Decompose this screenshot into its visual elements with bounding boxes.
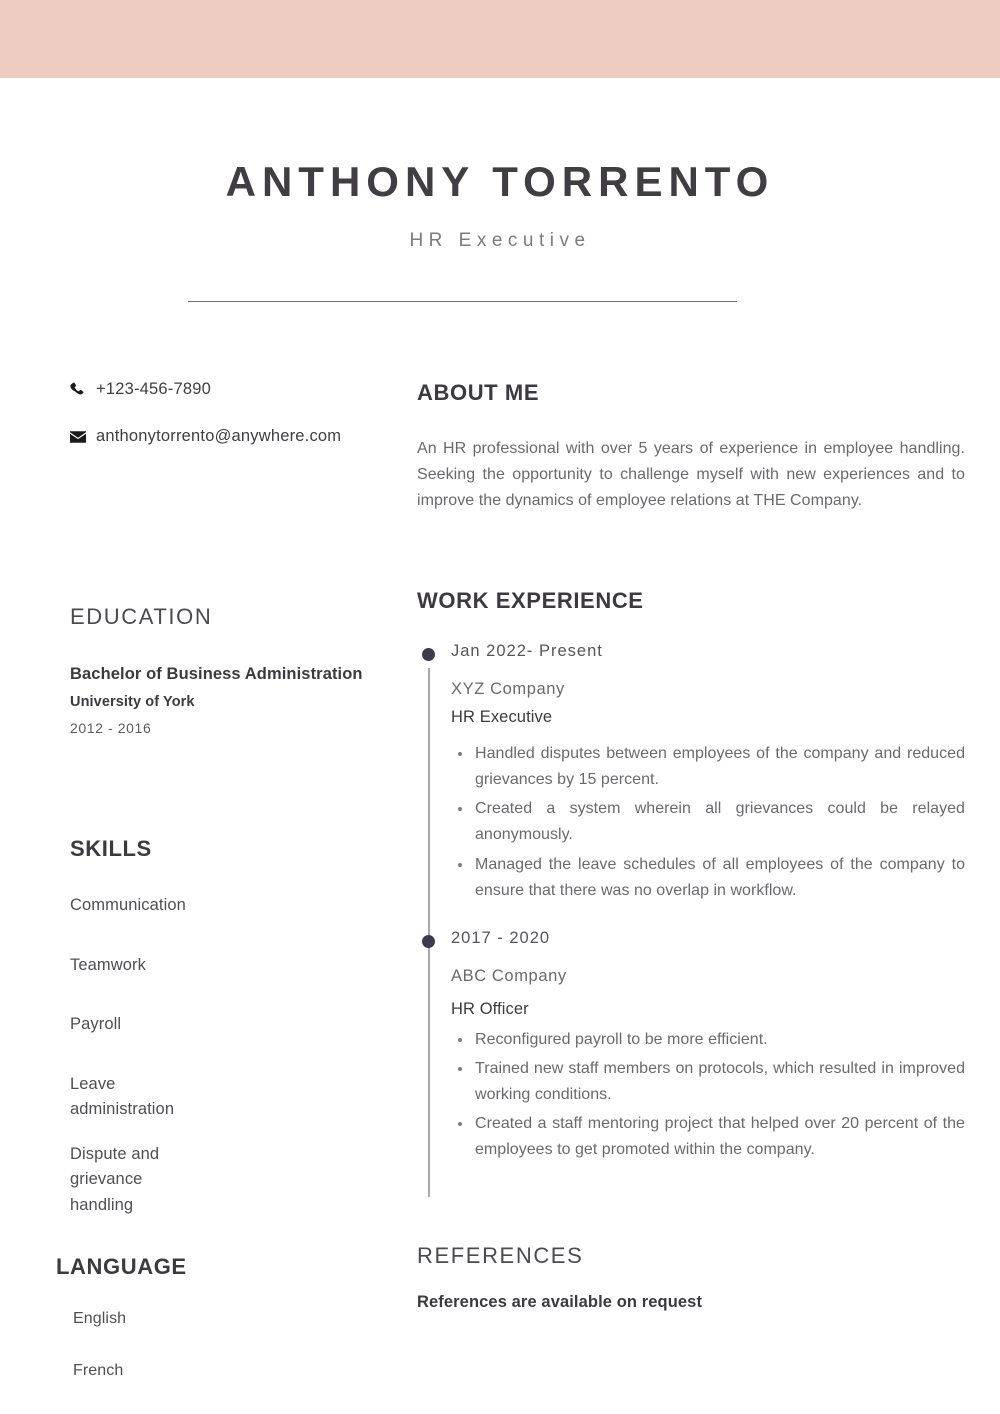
job-bullet: Handled disputes between employees of the company and reduced grievances by 15 percent. (451, 741, 965, 793)
contact-section (70, 380, 380, 446)
skill-item: Payroll (70, 1015, 122, 1034)
job-date: Jan 2022- Present (451, 642, 603, 661)
timeline-dot-icon (422, 648, 435, 661)
skill-item: Dispute and grievance handling (70, 1144, 160, 1214)
references-heading: REFERENCES (417, 1243, 584, 1269)
education-section (70, 604, 380, 736)
job-bullet: Created a system wherein all grievances could be relayed anonymously. (451, 796, 965, 848)
about-heading: ABOUT ME (417, 380, 540, 405)
phone-number: +123-456-7890 (96, 380, 211, 398)
job-bullet: Trained new staff members on protocols, which resulted in improved working conditions. (451, 1056, 965, 1108)
about-text: An HR professional with over 5 years of experience in employee handling. Seeking the opportunity to challenge myself with new experiences and to improve the dynamics of employee relations at THE Company. (417, 440, 965, 510)
page-title: ANTHONY TORRENTO (225, 158, 775, 205)
contact-phone-row (70, 380, 380, 399)
header-color-band (0, 0, 1000, 78)
envelope-icon (70, 431, 96, 443)
language-item: English (73, 1309, 127, 1327)
language-item: French (73, 1361, 124, 1379)
timeline-dot-icon (422, 935, 435, 948)
right-column (417, 380, 965, 1312)
contact-email-row (70, 427, 380, 446)
language-heading: LANGUAGE (56, 1253, 187, 1279)
job-bullet: Managed the leave schedules of all employees of the company to ensure that there was no overlap in workflow. (451, 852, 965, 904)
skills-heading: SKILLS (70, 836, 152, 862)
job-company: XYZ Company (451, 680, 565, 699)
job-role-subtitle: HR Executive (409, 230, 591, 252)
job-bullet: Created a staff mentoring project that helped over 20 percent of the employees to get promoted within the company. (451, 1111, 965, 1163)
education-entry (70, 660, 380, 736)
work-experience-entry (417, 642, 965, 903)
email-address: anthonytorrento@anywhere.com (96, 427, 342, 445)
job-responsibilities (451, 1027, 965, 1163)
references-section (417, 1243, 965, 1312)
skill-item: Communication (70, 896, 186, 915)
job-responsibilities (451, 741, 965, 903)
work-experience-entry (417, 929, 965, 1163)
skills-section (70, 836, 380, 1219)
job-bullet: Reconfigured payroll to be more efficient. (451, 1027, 965, 1053)
education-school: University of York (70, 694, 195, 711)
left-column (56, 380, 380, 1380)
job-company: ABC Company (451, 966, 567, 985)
job-title: HR Executive (451, 708, 553, 727)
job-date: 2017 - 2020 (451, 928, 551, 947)
skill-item: Teamwork (70, 955, 146, 974)
header-divider (188, 301, 737, 302)
about-section (417, 380, 965, 514)
references-text: References are available on request (417, 1293, 703, 1312)
education-years: 2012 - 2016 (70, 720, 152, 737)
work-timeline (417, 642, 965, 1163)
work-experience-heading: WORK EXPERIENCE (417, 588, 644, 614)
resume-header (0, 160, 1000, 252)
education-degree: Bachelor of Business Administration (70, 665, 363, 683)
language-section (56, 1254, 380, 1380)
education-heading: EDUCATION (70, 604, 213, 629)
skill-item: Leave administration (70, 1074, 175, 1119)
phone-icon (70, 382, 96, 397)
job-title: HR Officer (451, 999, 529, 1018)
work-experience-section (417, 588, 965, 1163)
